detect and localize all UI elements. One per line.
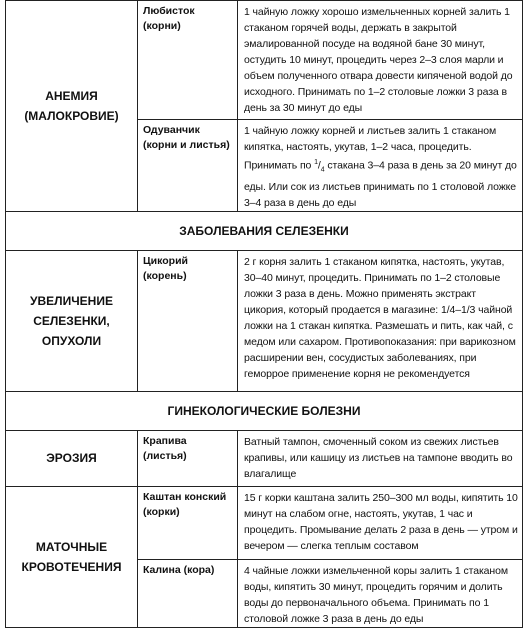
recipe-nettle: Ватный тампон, смоченный соком из свежих листьев крапивы, или кашицу из листьев на тампоне вводить во влагалище [238, 430, 523, 486]
section-gynecology: ГИНЕКОЛОГИЧЕСКИЕ БОЛЕЗНИ [6, 391, 523, 430]
plant-viburnum: Калина (кора) [138, 559, 238, 627]
table-row [6, 430, 523, 486]
fraction-numerator: 1 [314, 159, 318, 166]
fraction: 1/4–1/3 [440, 303, 476, 316]
plant-chestnut: Каштан конский (корки) [138, 486, 238, 559]
section-row [6, 211, 523, 250]
plant-lovage: Любисток (корни) [138, 1, 238, 120]
recipe-text: стакана 3–4 раза в день за 20 минут до еды. Или сок из листьев принимать по 1 столовой ложке 3–4 раза в день до еды [244, 159, 517, 209]
fraction-denominator: 4 [320, 166, 325, 174]
plant-nettle: Крапива (листья) [138, 430, 238, 486]
recipe-chestnut: 15 г корки каштана залить 250–300 мл воды, кипятить 10 минут на слабом огне, настоять, укутав, 1 час и процедить. Промывание делать 2 раза в день — утром и вечером — слегка теплым составом [238, 486, 523, 559]
disease-bleeding: МАТОЧНЫЕ КРОВОТЕЧЕНИЯ [6, 486, 138, 627]
plant-chicory: Цикорий (корень) [138, 250, 238, 391]
remedies-table [5, 0, 523, 628]
plant-dandelion: Одуванчик (корни и листья) [138, 120, 238, 212]
recipe-text: 1 чайную ложку корней и листьев залить 1 стаканом кипятка, настоять, укутав, 1–2 часа, процедить. Принимать по [244, 125, 497, 172]
recipe-viburnum: 4 чайные ложки измельченной коры залить 1 стаканом воды, кипятить 30 минут, процедить горячим и долить воды до первоначального объема. Принимать по 1 столовой ложке 3 раза в день до еды [238, 559, 523, 627]
disease-anemia: АНЕМИЯ (МАЛОКРОВИЕ) [6, 1, 138, 212]
recipe-dandelion: 1 чайную ложку корней и листьев залить 1 стаканом кипятка, настоять, укутав, 1–2 часа, процедить. Принимать по $^1/_4$ стакана 3–4 раза в день за 20 минут до еды. Или сок из листьев принимать по 1 столовой ложке 3–4 раза в день до еды [238, 120, 523, 212]
recipe-chicory [238, 250, 523, 391]
recipe-lovage: 1 чайную ложку хорошо измельченных корней залить 1 стаканом горячей воды, держать в закрытой эмалированной посуде на водяной бане 30 минут, остудить 10 минут, процедить через 2–3 слоя марли и объем полученного отвара довести кипяченой водой до исходного. Принимать по 1–2 столовые ложки 3 раза в день за 30 минут до еды [238, 1, 523, 120]
recipe-text: 2 г корня залить 1 стаканом кипятка, настоять, укутав, 30–40 минут, процедить. Принимать по 1–2 столовые ложки 3 раза в день. Можно применять экстракт цикория, который продается в магазине: [244, 255, 505, 316]
recipe-text: чайной ложки на 1 стакан кипятка. Размешать и пить, как чай, с медом или сахаром. Противопоказания: при варикозном расширении вен, сосудистых заболеваниях, при геморрое применение корня не рекомендуется [244, 303, 516, 380]
disease-erosion: ЭРОЗИЯ [6, 430, 138, 486]
section-spleen: ЗАБОЛЕВАНИЯ СЕЛЕЗЕНКИ [6, 211, 523, 250]
table-row [6, 1, 523, 120]
disease-spleen: УВЕЛИЧЕНИЕ СЕЛЕЗЕНКИ, ОПУХОЛИ [6, 250, 138, 391]
table-row [6, 250, 523, 391]
section-row [6, 391, 523, 430]
table-row [6, 486, 523, 559]
